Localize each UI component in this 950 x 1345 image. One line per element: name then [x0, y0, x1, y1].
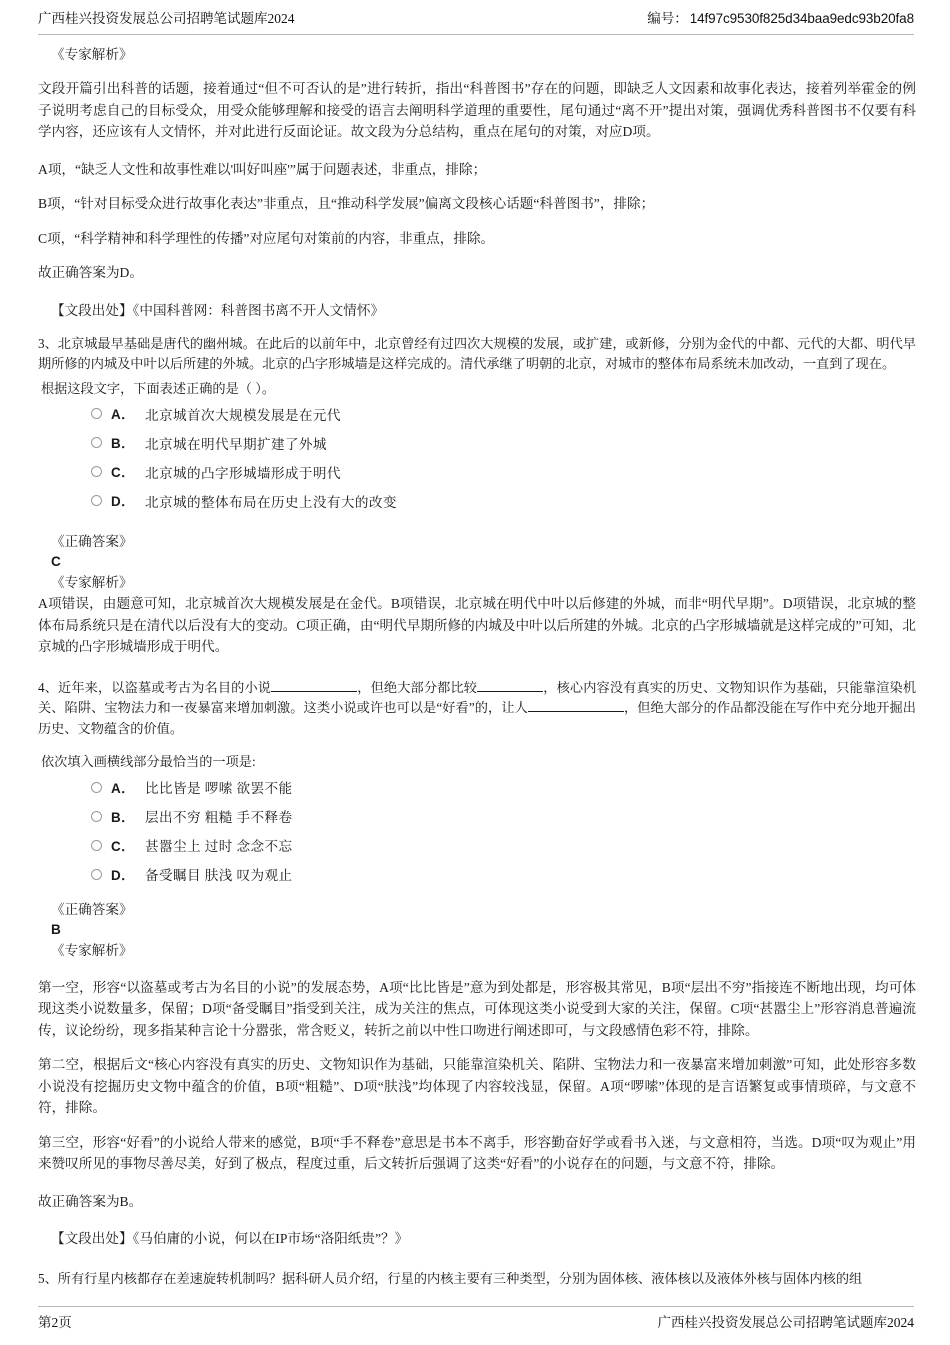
q4-options [38, 773, 916, 889]
q4-option-b[interactable] [38, 802, 916, 831]
q2-option-b-analysis: B项，“针对目标受众进行故事化表达”非重点，且“推动科学发展”偏离文段核心话题“科普图书”，排除； [38, 196, 655, 211]
q2-conclusion: 故正确答案为D。 [38, 265, 143, 280]
radio-icon[interactable] [91, 495, 102, 506]
radio-icon[interactable] [91, 840, 102, 851]
q4-analysis-label: 《专家解析》 [51, 942, 133, 958]
radio-icon[interactable] [91, 437, 102, 448]
q3-correct-answer-label: 《正确答案》 [51, 534, 133, 549]
q2-option-a-analysis: A项，“缺乏人文性和故事性难以'叫好叫座'”属于问题表述，非重点，排除； [38, 161, 487, 177]
option-key: B． [111, 436, 136, 451]
option-text: 北京城的凸字形城墙形成于明代 [145, 465, 341, 481]
q3-analysis-label: 《专家解析》 [51, 575, 133, 590]
option-text: 北京城的整体布局在历史上没有大的改变 [145, 494, 397, 510]
option-text: 北京城在明代早期扩建了外城 [145, 436, 327, 452]
radio-icon[interactable] [91, 811, 102, 822]
q4-stem-part1: 4、近年来，以盗墓或考古为名目的小说 [38, 679, 272, 695]
q4-analysis-paragraph-2: 第二空，根据后文“核心内容没有真实的历史、文物知识作为基础，只能靠渲染机关、陷阱、宝物法力和一夜暴富来增加刺激”可知，此处形容多数小说没有挖掘历史文物中蕴含的价值，B项“粗糙”、D项“肤浅”均体现了内容较浅显，保留。A项“啰嗦”体现的是言语繁复或事情琐碎，与文意不符，排除。 [38, 1057, 916, 1115]
q3-option-d[interactable] [38, 486, 916, 515]
header-title: 广西桂兴投资发展总公司招聘笔试题库2024 [38, 11, 295, 26]
header-code-label: 编号： [647, 11, 688, 26]
document-content [38, 44, 916, 1290]
q4-blank-3[interactable] [528, 711, 624, 712]
q4-stem-part3: ，核心内容没有真实的历史、文物知识作为基础，只能靠渲染机关、陷阱、宝物法力和一夜暴富来增加刺激。这类小说或许也可以是“好看”的，让人 [38, 679, 917, 715]
expert-analysis-label: 《专家解析》 [51, 47, 133, 62]
page-footer [38, 1306, 914, 1331]
q4-conclusion: 故正确答案为B。 [38, 1193, 143, 1209]
radio-icon[interactable] [91, 466, 102, 477]
q4-prompt: 依次填入画横线部分最恰当的一项是: [41, 754, 256, 769]
q4-correct-answer-label: 《正确答案》 [51, 901, 133, 917]
option-key: C． [111, 838, 136, 854]
option-key: D． [111, 494, 136, 509]
q2-source: 【文段出处】《中国科普网：科普图书离不开人文情怀》 [51, 302, 385, 318]
q2-option-c-analysis: C项，“科学精神和科学理性的传播”对应尾句对策前的内容，非重点，排除。 [38, 230, 495, 246]
q4-blank-1[interactable] [271, 691, 357, 692]
q3-stem: 3、北京城最早基础是唐代的幽州城。在此后的以前年中，北京曾经有过四次大规模的发展，或扩建，或新修，分别为金代的中都、元代的大都、明代早期所修的内城及中叶以后所建的外城。北京的凸字形城墙是这样完成的。清代承继了明朝的北京，对城市的整体布局系统未加改动，一直到了现在。 [38, 335, 916, 371]
q4-stem-part4: ，但绝大部分的作品都没能在写作中充分地开掘出历史、文物蕴含的价值。 [38, 700, 916, 736]
option-key: D． [111, 867, 136, 883]
radio-icon[interactable] [91, 782, 102, 793]
q4-stem [38, 678, 916, 740]
header-code-value: 14f97c9530f825d34baa9edc93b20fa8 [689, 11, 914, 26]
option-key: C． [111, 465, 136, 480]
q4-answer: B [51, 921, 61, 937]
page-header [38, 10, 914, 35]
q4-stem-part2: ，但绝大部分都比较 [357, 679, 478, 695]
q3-analysis-body: A项错误，由题意可知，北京城首次大规模发展是在金代。B项错误，北京城在明代中叶以后修建的外城，而非“明代早期”。D项错误，北京城的整体布局系统只是在清代以后没有大的变动。C项正确，由“明代早期所修的内城及中叶以后所建的外城。北京的凸字形城墙就是这样完成的”可知，北京城的凸字形城墙形成于明代。 [38, 596, 916, 654]
footer-page-number: 第2页 [38, 1315, 72, 1330]
option-text: 甚嚣尘上 过时 念念不忘 [145, 839, 293, 854]
q4-option-c[interactable] [38, 831, 916, 860]
q4-option-a[interactable] [38, 773, 916, 802]
q3-options [38, 399, 916, 515]
option-text: 北京城首次大规模发展是在元代 [145, 407, 341, 423]
option-key: B． [111, 809, 136, 825]
option-text: 比比皆是 啰嗦 欲罢不能 [145, 781, 293, 796]
q3-option-c[interactable] [38, 457, 916, 486]
q3-answer: C [51, 554, 61, 569]
q4-blank-2[interactable] [477, 691, 543, 692]
q5-stem: 5、所有行星内核都存在差速旋转机制吗？据科研人员介绍，行星的内核主要有三种类型，分别为固体核、液体核以及液体外核与固体内核的组 [38, 1271, 863, 1286]
option-key: A． [111, 407, 136, 422]
q3-prompt: 根据这段文字，下面表述正确的是（ ）。 [41, 380, 276, 396]
q3-option-b[interactable] [38, 428, 916, 457]
radio-icon[interactable] [91, 408, 102, 419]
q4-source: 【文段出处】《马伯庸的小说，何以在IP市场“洛阳纸贵”？》 [51, 1231, 409, 1246]
radio-icon[interactable] [91, 869, 102, 880]
footer-title: 广西桂兴投资发展总公司招聘笔试题库2024 [657, 1315, 914, 1330]
header-code [647, 10, 914, 27]
q2-analysis-body: 文段开篇引出科普的话题，接着通过“但不可否认的是”进行转折，指出“科普图书”存在的问题，即缺乏人文因素和故事化表达，接着列举霍金的例子说明考虑自己的目标受众，用受众能够理解和接受的语言去阐明科学道理的重要性，尾句通过“离不开”提出对策，强调优秀科普图书不仅要有科学内容，还应该有人文情怀，并对此进行反面论证。故文段为分总结构，重点在尾句的对策，对应D项。 [38, 81, 916, 139]
option-text: 层出不穷 粗糙 手不释卷 [145, 810, 293, 825]
option-text: 备受瞩目 肤浅 叹为观止 [145, 868, 293, 883]
option-key: A． [111, 780, 136, 796]
q4-option-d[interactable] [38, 860, 916, 889]
q4-analysis-paragraph-3: 第三空，形容“好看”的小说给人带来的感觉，B项“手不释卷”意思是书本不离手，形容勤奋好学或看书入迷，与文意相符，当选。D项“叹为观止”用来赞叹所见的事物尽善尽美，好到了极点，程度过重，后文转折后强调了这类“好看”的小说存在的问题，与文意不符，排除。 [38, 1134, 916, 1171]
q3-option-a[interactable] [38, 399, 916, 428]
q4-analysis-paragraph-1: 第一空，形容“以盗墓或考古为名目的小说”的发展态势，A项“比比皆是”意为到处都是，形容极其常见，B项“层出不穷”指接连不断地出现，均可体现这类小说数量多，保留；D项“备受瞩目”指受到关注，成为关注的焦点，可体现这类小说受到大家的关注，保留。C项“甚嚣尘上”形容消息普遍流传，议论纷纷，现多指某种言论十分嚣张，常含贬义，转折之前以中性口吻进行阐述即可，与文段感情色彩不符，排除。 [38, 979, 916, 1038]
